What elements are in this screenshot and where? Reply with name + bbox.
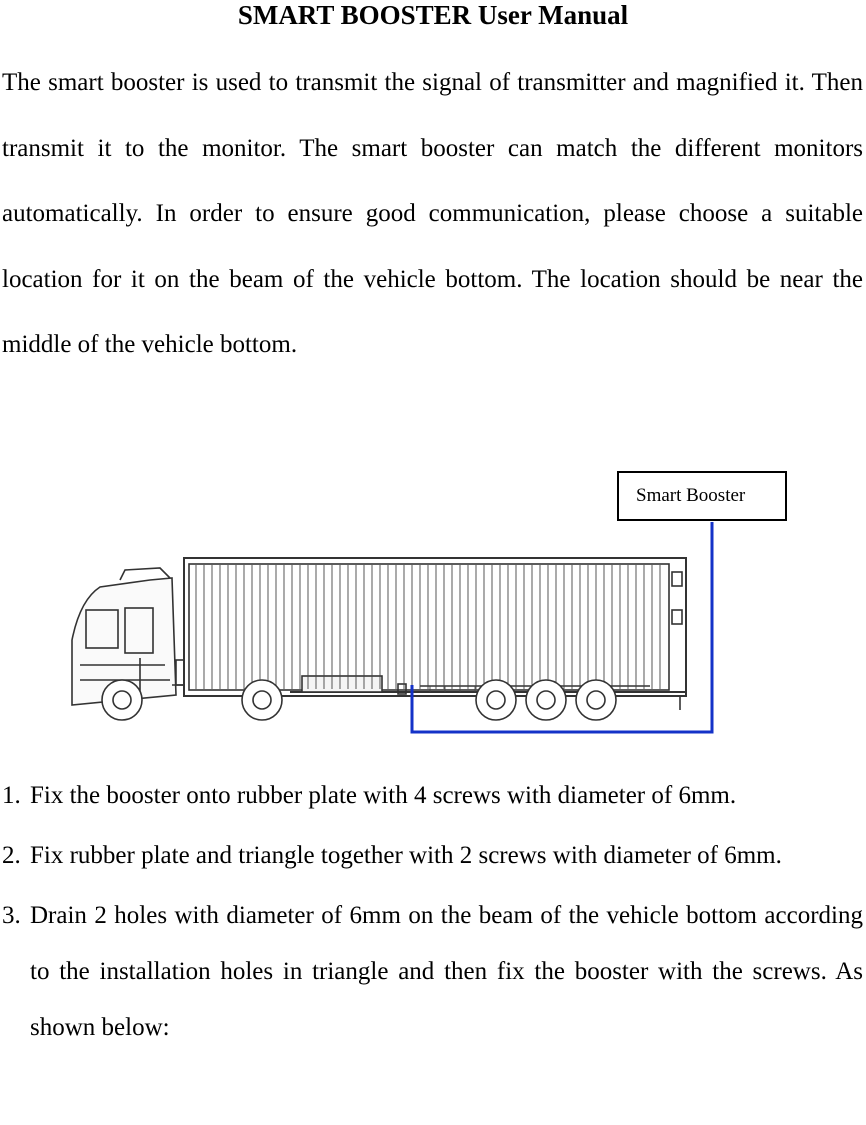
intro-paragraph: The smart booster is used to transmit the signal of transmitter and magnified it. Then transmit it to the monitor. The smart booster can match the different monitors automatically. In order to ensure good communication, please choose a suitable location for it on the beam of the vehicle bottom. The location should be near the middle of the vehicle bottom. [2, 69, 863, 358]
smart-booster-callout: Smart Booster [617, 471, 787, 521]
step-text: Fix rubber plate and triangle together with 2 screws with diameter of 6mm. [30, 842, 782, 869]
step-item [2, 768, 863, 824]
step-text: Fix the booster onto rubber plate with 4 screws with diameter of 6mm. [30, 782, 737, 809]
step-item [2, 828, 863, 884]
step-number: 2. [2, 842, 21, 869]
step-text: Drain 2 holes with diameter of 6mm on the beam of the vehicle bottom according to the installation holes in triangle and then fix the booster with the screws. As shown below: [30, 902, 863, 1041]
page-title: SMART BOOSTER User Manual [237, 0, 629, 30]
step-number: 3. [2, 902, 21, 929]
step-number: 1. [2, 782, 21, 809]
installation-steps [2, 768, 863, 1056]
step-item [2, 888, 863, 1056]
